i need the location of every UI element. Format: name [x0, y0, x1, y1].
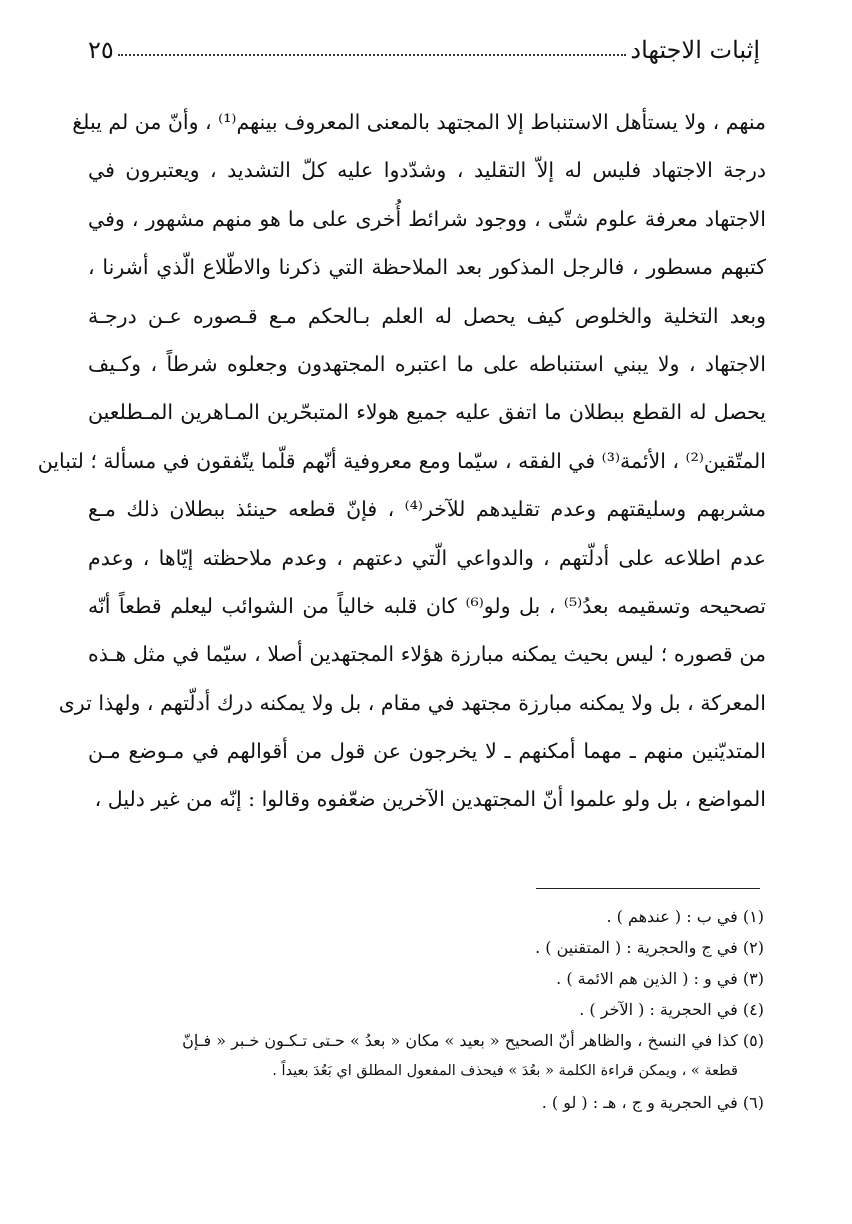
- footnote-separator: [536, 888, 760, 889]
- text-line: مشربهم وسليقتهم وعدم تقليدهم للآخر⁽⁴⁾ ، فإنّ قطعه حينئذ ببطلان ذلك مـع: [88, 497, 767, 522]
- footnote-2: (٢) في ج والحجرية : ( المتقنين ) .: [535, 938, 764, 957]
- text-line: من قصوره ؛ ليس بحيث يمكنه مبارزة هؤلاء المجتهدين أصلا ، سيّما في مثل هـذه: [88, 642, 766, 667]
- footnote-5: (٥) كذا في النسخ ، والظاهر أنّ الصحيح « بعيد » مكان « بعدُ » حـتى تـكـون خـبر « فـإنّ: [182, 1031, 764, 1050]
- text-line: المتديّنين منهم ـ مهما أمكنهم ـ لا يخرجون عن قول من أقوالهم في مـوضع مـن: [88, 739, 766, 764]
- footnote-3: (٣) في و : ( الذين هم الائمة ) .: [556, 969, 764, 988]
- text-line: يحصل له القطع ببطلان ما اتفق عليه جميع هولاء المتبحّرين المـاهرين المـطلعين: [88, 400, 766, 425]
- footnote-6: (٦) في الحجرية و ج ، هـ : ( لو ) .: [541, 1093, 764, 1112]
- text-line: تصحيحه وتسقيمه بعدُ⁽⁵⁾ ، بل ولو⁽⁶⁾ كان قلبه خالياً من الشوائب ليعلم قطعاً أنّه: [88, 593, 767, 618]
- text-line: المتّقين⁽²⁾ ، الأئمة⁽³⁾ في الفقه ، سيّما ومع معروفية أنّهم قلّما يتّفقون في مسألة ؛ لتباين: [37, 448, 766, 473]
- text-line: وبعد التخلية والخلوص كيف يحصل له العلم بـالحكم مـع قـصوره عـن درجـة: [88, 303, 766, 328]
- text-line: كتبهم مسطور ، فالرجل المذكور بعد الملاحظة التي ذكرنا والاطّلاع الّذي أشرنا ،: [88, 255, 766, 280]
- page-number: ٢٥: [88, 36, 114, 64]
- header-title: إثبات الاجتهاد: [630, 36, 760, 64]
- text-line: المواضع ، بل ولو علموا أنّ المجتهدين الآخرين ضعّفوه وقالوا : إنّه من غير دليل ،: [94, 787, 766, 812]
- footnote-4: (٤) في الحجرية : ( الآخر ) .: [579, 1000, 764, 1019]
- main-text: [37, 98, 767, 824]
- text-line: الاجتهاد معرفة علوم شتّى ، ووجود شرائط أُخرى على ما هو منهم مشهور ، وفي: [88, 206, 766, 231]
- running-header: [88, 28, 760, 64]
- text-line: عدم اطلاعه على أدلّتهم ، والدواعي الّتي دعتهم ، وعدم ملاحظته إيّاها ، وعدم: [88, 545, 766, 570]
- header-dot-leader: [118, 54, 627, 56]
- text-line: المعركة ، بل ولا يمكنه مبارزة مجتهد في مقام ، بل ولا يمكنه درك أدلّتهم ، ولهذا ترى: [58, 690, 766, 715]
- text-line: درجة الاجتهاد فليس له إلاّ التقليد ، وشدّدوا عليه كلّ التشديد ، ويعتبرون في: [88, 158, 766, 183]
- text-line: الاجتهاد ، ولا يبني استنباطه على ما اعتبره المجتهدون وجعلوه شرطاً ، وكـيف: [88, 351, 766, 376]
- footnotes: [96, 901, 764, 1118]
- text-line: منهم ، ولا يستأهل الاستنباط إلا المجتهد بالمعنى المعروف بينهم⁽¹⁾ ، وأنّ من لم يبلغ: [72, 110, 766, 134]
- footnote-5-continuation: قطعة » ، ويمكن قراءة الكلمة « بعُدَ » فيحذف المفعول المطلق اي بَعُدَ بعيداً .: [272, 1063, 738, 1079]
- footnote-1: (١) في ب : ( عندهم ) .: [606, 907, 764, 926]
